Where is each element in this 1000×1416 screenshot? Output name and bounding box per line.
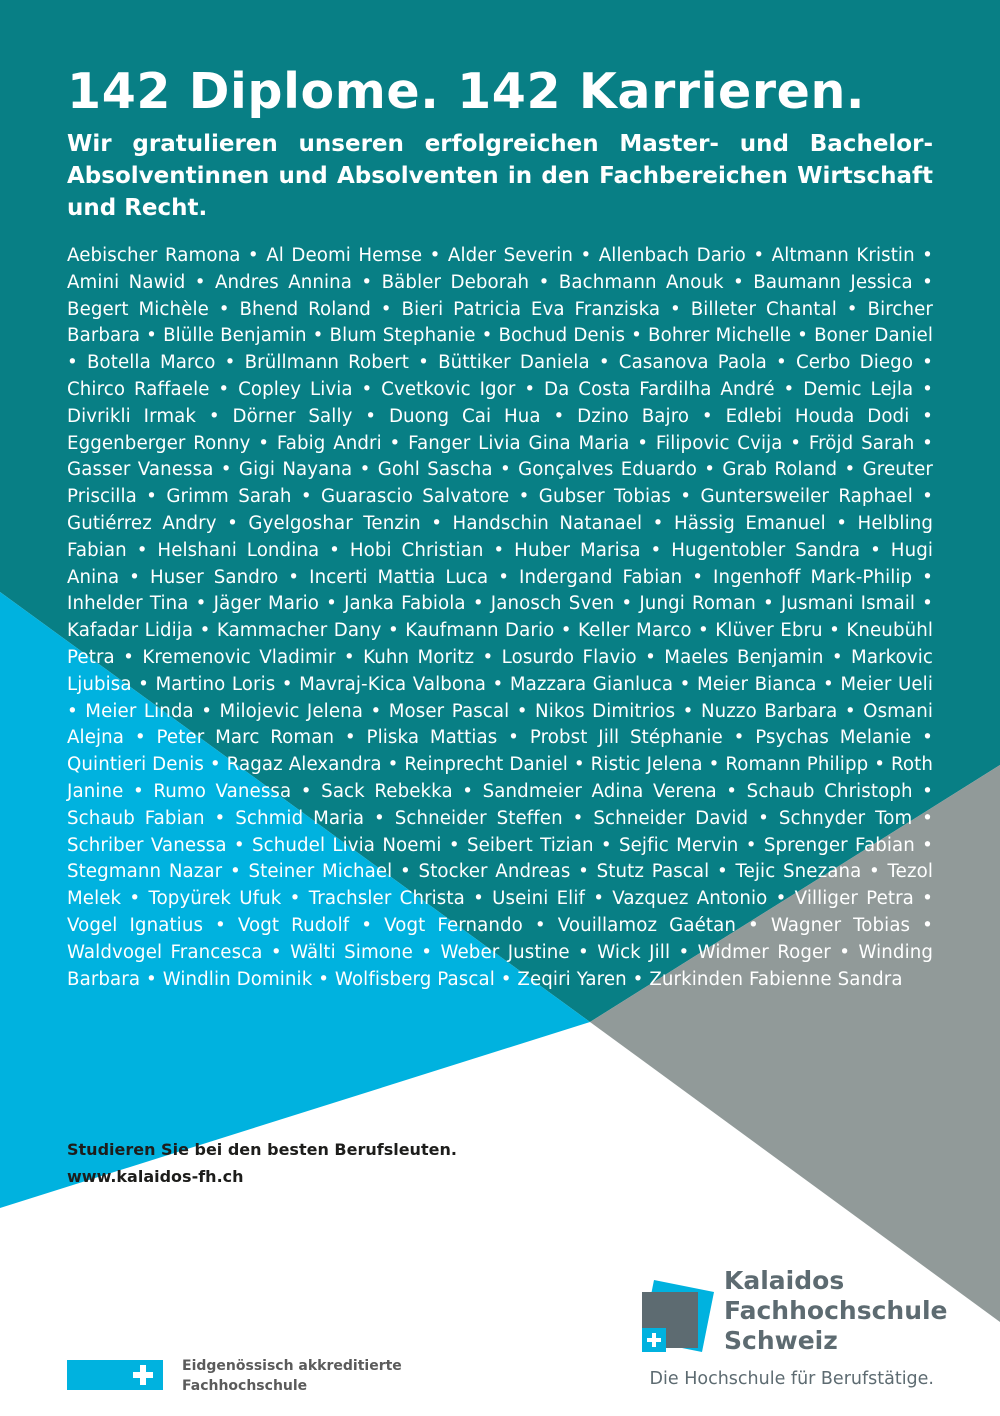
accreditation-line-1: Eidgenössisch akkreditierte bbox=[182, 1358, 402, 1374]
logo-line-1: Kalaidos bbox=[724, 1266, 845, 1295]
accr-cross-v bbox=[140, 1365, 146, 1385]
accreditation-text bbox=[182, 1356, 402, 1396]
cta-slogan: Studieren Sie bei den besten Berufsleuten. bbox=[67, 1140, 457, 1159]
logo-wordmark bbox=[724, 1266, 948, 1356]
logo-cross-v bbox=[652, 1333, 656, 1347]
swiss-cross-icon bbox=[67, 1360, 163, 1390]
subheadline: Wir gratulieren unseren erfolgreichen Master- und Bachelor-Absolventinnen und Absolventen in den Fachbereichen Wirtschaft und Recht. bbox=[67, 131, 933, 221]
logo-line-3: Schweiz bbox=[724, 1326, 838, 1355]
call-to-action bbox=[67, 1136, 457, 1190]
logo-tagline: Die Hochschule für Berufstätige. bbox=[649, 1369, 934, 1389]
logo-line-2: Fachhochschule bbox=[724, 1296, 948, 1325]
kalaidos-logo-icon bbox=[640, 1278, 718, 1362]
accreditation-line-2: Fachhochschule bbox=[182, 1378, 308, 1394]
graduate-list: Aebischer Ramona • Al Deomi Hemse • Alder Severin • Allenbach Dario • Altmann Kristin • Amini Nawid • Andres Annina • Bäbler Deborah • Bachmann Anouk • Baumann Jessica • Begert Michèle • Bhend Roland • Bieri Patricia Eva Franziska • Billeter Chantal • Bircher Barbara • Blülle Benjamin • Blum Stephanie • Bochud Denis • Bohrer Michelle • Boner Daniel • Botella Marco • Brüllmann Robert • Büttiker Daniela • Casanova Paola • Cerbo Diego • Chirco Raffaele • Copley Livia • Cvetkovic Igor • Da Costa Fardilha André • Demic Lejla • Divrikli Irmak • Dörner Sally • Duong Cai Hua • Dzino Bajro • Edlebi Houda Dodi • Eggenberger Ronny • Fabig Andri • Fanger Livia Gina Maria • Filipovic Cvija • Fröjd Sarah • Gasser Vanessa • Gigi Nayana • Gohl Sascha • Gonçalves Eduardo • Grab Roland • Greuter Priscilla • Grimm Sarah • Guarascio Salvatore • Gubser Tobias • Guntersweiler Raphael • Gutiérrez Andry • Gyelgoshar Tenzin • Handschin Natanael • Hässig Emanuel • Helbling Fabian • Helshani Londina • Hobi Christian • Huber Marisa • Hugentobler Sandra • Hugi Anina • Huser Sandro • Incerti Mattia Luca • Indergand Fabian • Ingenhoff Mark-Philip • Inhelder Tina • Jäger Mario • Janka Fabiola • Janosch Sven • Jungi Roman • Jusmani Ismail • Kafadar Lidija • Kammacher Dany • Kaufmann Dario • Keller Marco • Klüver Ebru • Kneubühl Petra • Kremenovic Vladimir • Kuhn Moritz • Losurdo Flavio • Maeles Benjamin • Markovic Ljubisa • Martino Loris • Mavraj-Kica Valbona • Mazzara Gianluca • Meier Bianca • Meier Ueli • Meier Linda • Milojevic Jelena • Moser Pascal • Nikos Dimitrios • Nuzzo Barbara • Osmani Alejna • Peter Marc Roman • Pliska Mattias • Probst Jill Stéphanie • Psychas Melanie • Quintieri Denis • Ragaz Alexandra • Reinprecht Daniel • Ristic Jelena • Romann Philipp • Roth Janine • Rumo Vanessa • Sack Rebekka • Sandmeier Adina Verena • Schaub Christoph • Schaub Fabian • Schmid Maria • Schneider Steffen • Schneider David • Schnyder Tom • Schriber Vanessa • Schudel Livia Noemi • Seibert Tizian • Sejfic Mervin • Sprenger Fabian • Stegmann Nazar • Steiner Michael • Stocker Andreas • Stutz Pascal • Tejic Snezana • Tezol Melek • Topyürek Ufuk • Trachsler Christa • Useini Elif • Vazquez Antonio • Villiger Petra • Vogel Ignatius • Vogt Rudolf • Vogt Fernando • Vouillamoz Gaétan • Wagner Tobias • Waldvogel Francesca • Wälti Simone • Weber Justine • Wick Jill • Widmer Roger • Winding Barbara • Windlin Dominik • Wolfisberg Pascal • Zeqiri Yaren • Zurkinden Fabienne Sandra bbox=[67, 245, 933, 990]
headline: 142 Diplome. 142 Karrieren. bbox=[67, 63, 866, 120]
website-link[interactable]: www.kalaidos-fh.ch bbox=[67, 1167, 244, 1186]
